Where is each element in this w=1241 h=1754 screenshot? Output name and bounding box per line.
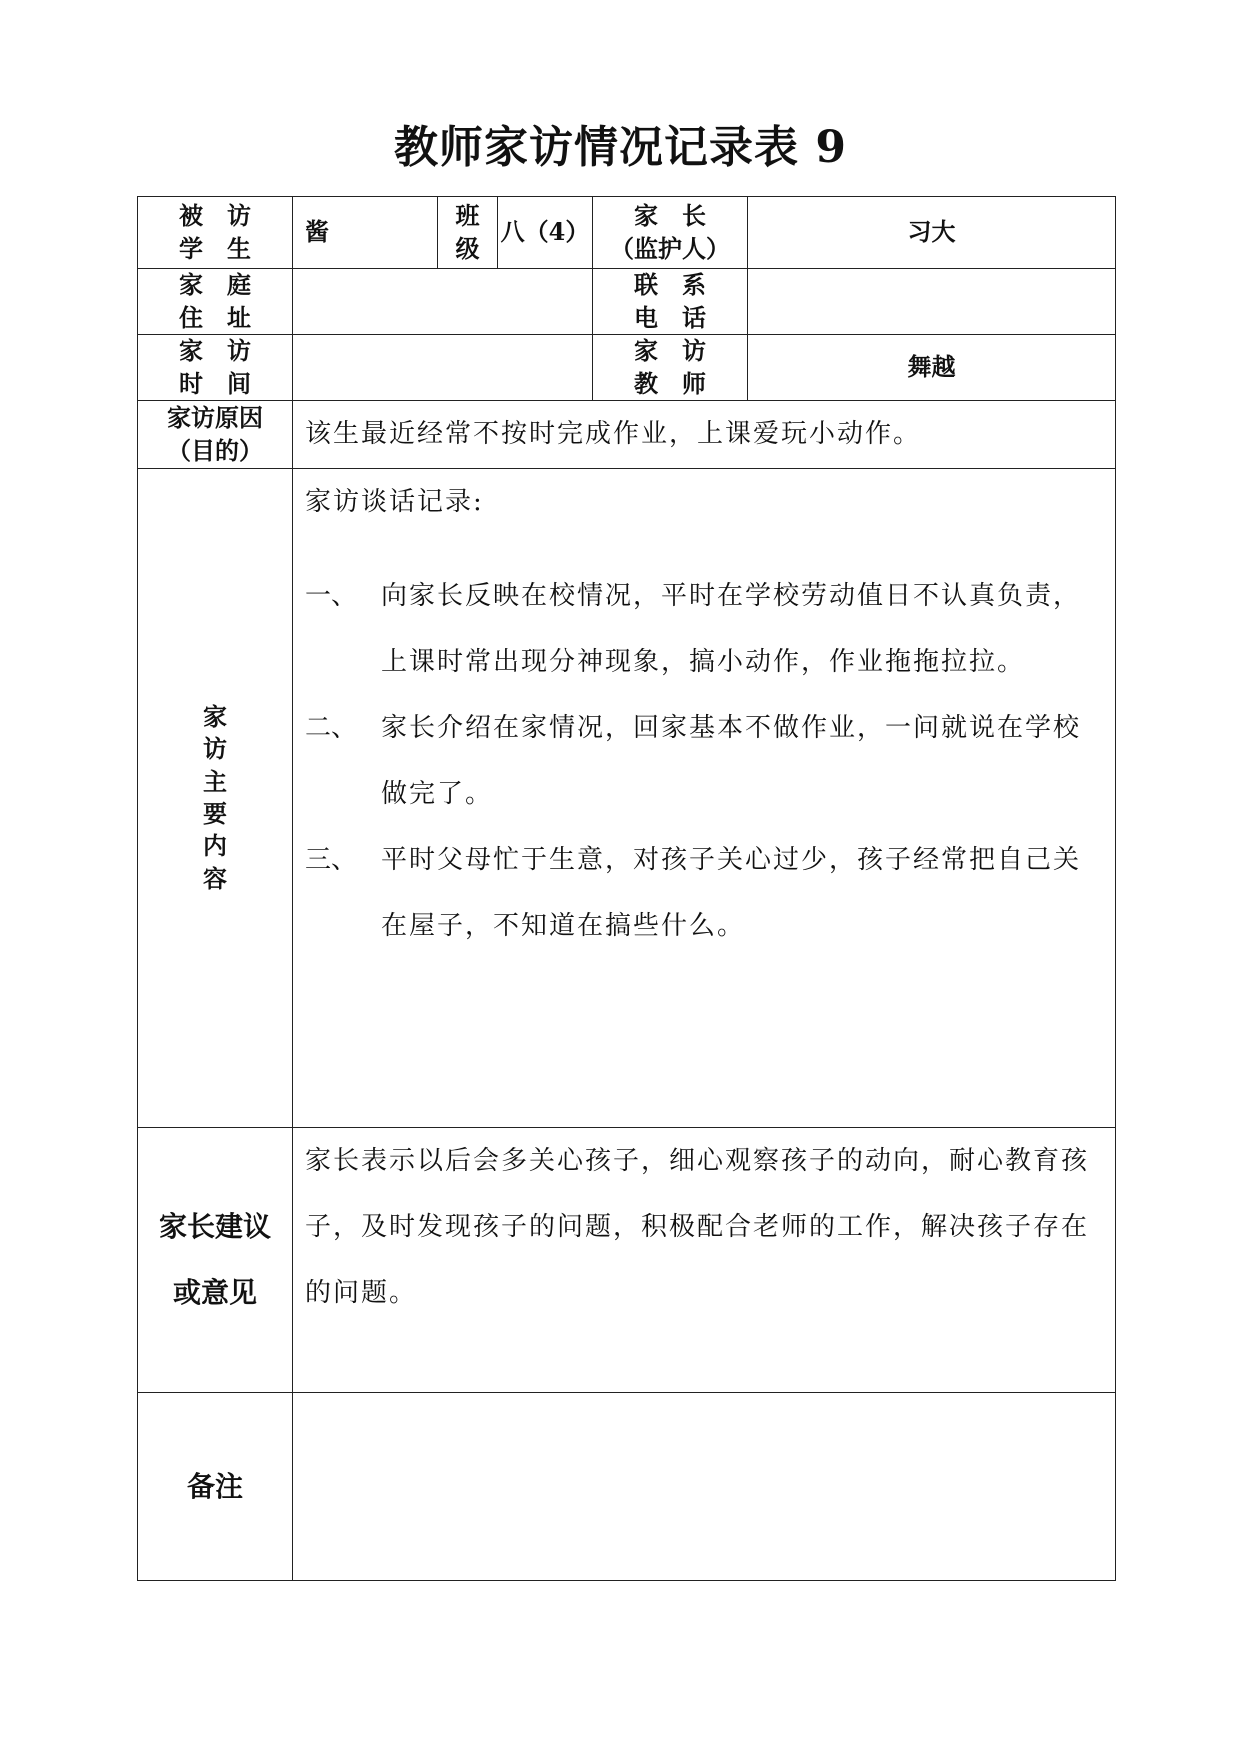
student-label-line2: 学 生 [179, 233, 251, 263]
visit-teacher-value: 舞越 [748, 335, 1116, 401]
list-item-text: 家长介绍在家情况，回家基本不做作业，一问就说在学校做完了。 [381, 713, 1082, 809]
address-label-line1: 家 庭 [179, 270, 251, 300]
main-content-label [138, 469, 293, 1128]
page-title: 教师家访情况记录表 9 [394, 122, 847, 173]
parent-advice-body [293, 1128, 1116, 1393]
visit-teacher-label-line1: 家 访 [634, 336, 706, 366]
parent-advice-text: 家长表示以后会多关心孩子，细心观察孩子的动向，耐心教育孩子，及时发现孩子的问题，积极配合老师的工作，解决孩子存在的问题。 [305, 1146, 1090, 1308]
list-item-number: 二、 [305, 713, 358, 743]
main-content-label-char: 访 [203, 734, 227, 764]
phone-label-line1: 联 系 [634, 270, 706, 300]
parent-advice-label-line2: 或意见 [172, 1276, 257, 1309]
row-main-content [138, 469, 1116, 1128]
student-value: 酱 [293, 197, 438, 269]
phone-label-line2: 电 话 [634, 302, 706, 332]
parent-advice-label [138, 1128, 293, 1393]
class-label-line1: 班 [455, 201, 480, 231]
reason-label-line2: （目的） [167, 435, 263, 465]
main-content-label-char: 容 [203, 863, 227, 893]
visit-record-table [137, 196, 1116, 1581]
parent-label-line1: 家 长 [634, 201, 706, 231]
address-label [138, 269, 293, 335]
remarks-body [293, 1393, 1116, 1581]
list-item-number: 三、 [305, 845, 358, 875]
visit-time-label [138, 335, 293, 401]
visit-teacher-label-line2: 教 师 [634, 368, 706, 398]
class-value: 八（4） [498, 197, 593, 269]
main-content-label-char: 家 [203, 701, 227, 731]
row-visit-time [138, 335, 1116, 401]
class-label [438, 197, 498, 269]
remarks-label: 备注 [138, 1393, 293, 1581]
list-item [305, 695, 1103, 827]
main-content-heading: 家访谈话记录: [305, 487, 484, 517]
row-address [138, 269, 1116, 335]
list-item [305, 827, 1103, 959]
reason-label-line1: 家访原因 [167, 403, 263, 433]
reason-label [138, 401, 293, 469]
list-item [305, 563, 1103, 695]
row-student [138, 197, 1116, 269]
list-item-text: 向家长反映在校情况，平时在学校劳动值日不认真负责，上课时常出现分神现象，搞小动作，作业拖拖拉拉。 [381, 581, 1082, 677]
row-reason [138, 401, 1116, 469]
address-value [293, 269, 593, 335]
class-label-line2: 级 [455, 233, 480, 263]
main-content-label-char: 要 [203, 799, 227, 828]
student-label [138, 197, 293, 269]
visit-teacher-label [593, 335, 748, 401]
main-content-body [293, 469, 1116, 1128]
phone-value [748, 269, 1116, 335]
parent-label [593, 197, 748, 269]
address-label-line2: 住 址 [179, 302, 251, 332]
parent-label-line2: （监护人） [610, 233, 730, 263]
visit-time-value [293, 335, 593, 401]
list-item-text: 平时父母忙于生意，对孩子关心过少，孩子经常把自己关在屋子，不知道在搞些什么。 [381, 845, 1082, 941]
main-content-label-char: 内 [203, 831, 227, 861]
parent-value: 习大 [748, 197, 1116, 269]
visit-time-label-line2: 时 间 [179, 368, 251, 398]
list-item-number: 一、 [305, 581, 358, 611]
reason-value: 该生最近经常不按时完成作业，上课爱玩小动作。 [293, 401, 1116, 469]
visit-time-label-line1: 家 访 [179, 336, 251, 366]
row-parent-advice [138, 1128, 1116, 1393]
student-label-line1: 被 访 [179, 201, 251, 231]
phone-label [593, 269, 748, 335]
parent-advice-label-line1: 家长建议 [158, 1210, 271, 1243]
row-remarks [138, 1393, 1116, 1581]
main-content-label-char: 主 [203, 766, 227, 796]
